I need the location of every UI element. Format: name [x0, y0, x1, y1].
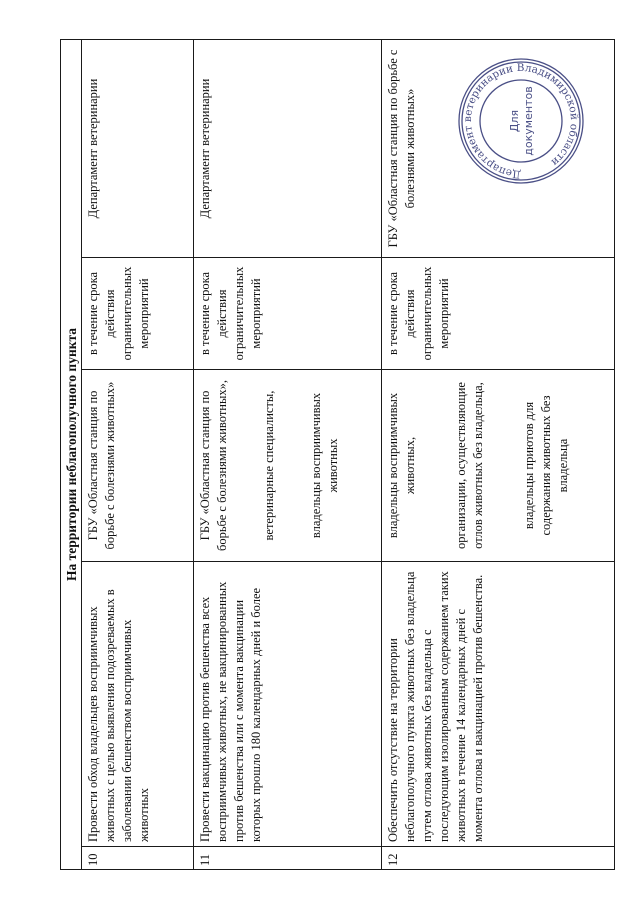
action-cell: Провести обход владельцев восприимчивых животных с целью выявления подозреваемых в заболевании бешенством восприимчивых животных	[82, 562, 194, 847]
executor-text: ветеринарные специалисты,	[262, 390, 276, 541]
responsible-cell: Департамент ветеринарии	[194, 39, 382, 257]
table-row	[82, 39, 194, 869]
stamp-ring-text: Департамент ветеринарии Владимирской области	[461, 61, 581, 181]
executor-text: ГБУ «Областная станция по борьбе с болезнями животных»	[86, 381, 117, 550]
action-cell: Обеспечить отсутствие на территории неблагополучного пункта животных без владельца путем отлова животных без владельца с последующим изолированным содержанием таких животных в течение 14 календарных дней с момента отлова и вакцинацией против бешенства.	[382, 562, 615, 847]
stamp-center-line1: Для	[508, 109, 521, 133]
executors-cell	[382, 370, 615, 562]
executor-text: владельцы восприимчивых животных,	[386, 392, 417, 539]
term-cell: в течение срока действия ограничительных мероприятий	[82, 258, 194, 370]
executors-cell	[82, 370, 194, 562]
executor-text: владельцы приютов для содержания животных без владельца	[522, 395, 570, 536]
stamp-center-line2: документов	[522, 86, 535, 156]
row-number: 12	[382, 847, 615, 870]
executor-text: владельцы восприимчивых животных	[309, 392, 340, 539]
term-cell: в течение срока действия ограничительных мероприятий	[382, 258, 615, 370]
row-number: 11	[194, 847, 382, 870]
executors-cell	[194, 370, 382, 562]
row-number: 10	[82, 847, 194, 870]
responsible-cell: Департамент ветеринарии	[82, 39, 194, 257]
table-row	[194, 39, 382, 869]
section-title: На территории неблагополучного пункта	[61, 39, 82, 869]
official-stamp	[455, 55, 587, 187]
executor-text: ГБУ «Областная станция по борьбе с болезнями животных»,	[198, 380, 229, 551]
term-cell: в течение срока действия ограничительных мероприятий	[194, 258, 382, 370]
executor-text: организации, осуществляющие отлов животных без владельца,	[454, 382, 485, 549]
responsible-cell: ГБУ «Областная станция по борьбе с болезнями животных»	[382, 39, 615, 257]
action-cell: Провести вакцинацию против бешенства всех восприимчивых животных, не вакцинированных против бешенства или с момента вакцинации которых прошло 180 календарных дней и более	[194, 562, 382, 847]
